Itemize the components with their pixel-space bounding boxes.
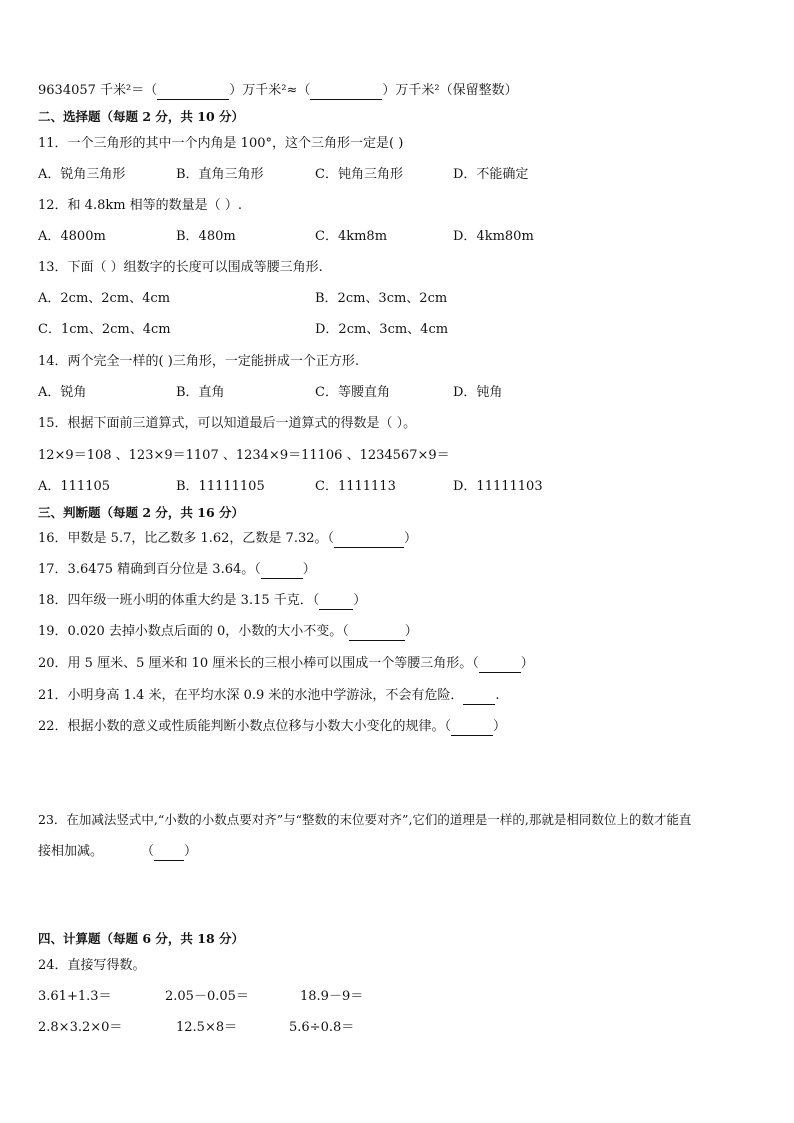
section-heading-choice: 二、选择题（每题 2 分，共 10 分）	[38, 109, 245, 124]
question-23-line2: 接相加减。 （ ）	[38, 844, 198, 859]
answer-blank[interactable]	[334, 533, 404, 548]
answer-blank[interactable]	[349, 626, 405, 641]
question-15-formula: 12×9＝108 、123×9＝1107 、1234×9＝11106 、1234567×9＝	[38, 448, 450, 463]
question-12-stem: 12．和 4.8km 相等的数量是（ ）.	[38, 198, 242, 213]
answer-blank[interactable]	[157, 85, 229, 100]
answer-blank[interactable]	[310, 85, 382, 100]
q12-option-a[interactable]: A．4800m	[38, 229, 106, 244]
q11-option-d[interactable]: D．不能确定	[453, 167, 529, 182]
calc-item: 5.6÷0.8＝	[289, 1020, 355, 1035]
q15-option-c[interactable]: C．1111113	[315, 479, 396, 494]
q13-option-a[interactable]: A．2cm、2cm、4cm	[38, 291, 171, 306]
section-heading-judgement: 三、判断题（每题 2 分，共 16 分）	[38, 505, 245, 520]
answer-blank[interactable]	[479, 658, 521, 673]
question-17: 17．3.6475 精确到百分位是 3.64。（ ）	[38, 562, 316, 577]
q14-option-b[interactable]: B．直角	[176, 385, 225, 400]
q12-option-d[interactable]: D．4km80m	[453, 229, 534, 244]
question-13-stem: 13．下面（ ）组数字的长度可以围成等腰三角形.	[38, 260, 323, 275]
question-20: 20．用 5 厘米、5 厘米和 10 厘米长的三根小棒可以围成一个等腰三角形。（ ）	[38, 656, 534, 671]
calc-item: 3.61+1.3＝	[38, 989, 112, 1004]
q11-option-b[interactable]: B．直角三角形	[176, 167, 264, 182]
calc-item: 2.05－0.05＝	[165, 989, 249, 1004]
question-19: 19．0.020 去掉小数点后面的 0，小数的大小不变。（ ）	[38, 624, 418, 639]
question-11-stem: 11．一个三角形的其中一个内角是 100°，这个三角形一定是( )	[38, 136, 404, 151]
q11-option-a[interactable]: A．锐角三角形	[38, 167, 126, 182]
q12-option-c[interactable]: C．4km8m	[315, 229, 388, 244]
question-18: 18．四年级一班小明的体重大约是 3.15 千克．（ ）	[38, 593, 367, 608]
q13-option-c[interactable]: C．1cm、2cm、4cm	[38, 322, 171, 337]
q15-option-b[interactable]: B．11111105	[176, 479, 265, 494]
answer-blank[interactable]	[319, 595, 353, 610]
answer-blank[interactable]	[154, 846, 184, 861]
q14-option-a[interactable]: A．锐角	[38, 385, 87, 400]
q13-option-d[interactable]: D．2cm、3cm、4cm	[315, 322, 449, 337]
question-23-line1: 23．在加减法竖式中,“小数的小数点要对齐”与“整数的末位要对齐”,它们的道理是一样的,那就是相同数位上的数才能直	[38, 812, 692, 827]
question-21: 21．小明身高 1.4 米，在平均水深 0.9 米的水池中学游泳，不会有危险． .	[38, 688, 500, 703]
q15-option-d[interactable]: D．11111103	[453, 479, 543, 494]
calc-item: 18.9－9＝	[300, 989, 364, 1004]
question-16: 16．甲数是 5.7，比乙数多 1.62，乙数是 7.32。（ ）	[38, 531, 418, 546]
calc-item: 2.8×3.2×0＝	[38, 1020, 123, 1035]
question-14-stem: 14．两个完全一样的( )三角形，一定能拼成一个正方形.	[38, 354, 359, 369]
q14-option-c[interactable]: C．等腰直角	[315, 385, 390, 400]
q12-option-b[interactable]: B．480m	[176, 229, 236, 244]
answer-blank[interactable]	[261, 564, 303, 579]
calc-item: 12.5×8＝	[176, 1020, 238, 1035]
answer-blank[interactable]	[463, 690, 495, 705]
q11-option-c[interactable]: C．钝角三角形	[315, 167, 403, 182]
question-15-stem: 15．根据下面前三道算式，可以知道最后一道算式的得数是（ ）。	[38, 416, 417, 431]
answer-blank[interactable]	[451, 721, 493, 736]
section-heading-calculation: 四、计算题（每题 6 分，共 18 分）	[38, 931, 245, 946]
fill-in-question: 9634057 千米²＝（ ）万千米²≈（ ）万千米²（保留整数）	[38, 83, 518, 98]
q15-option-a[interactable]: A．111105	[38, 479, 111, 494]
q13-option-b[interactable]: B．2cm、3cm、2cm	[315, 291, 448, 306]
question-22: 22．根据小数的意义或性质能判断小数点位移与小数大小变化的规律。（ ）	[38, 719, 507, 734]
q14-option-d[interactable]: D．钝角	[453, 385, 503, 400]
question-24-title: 24．直接写得数。	[38, 958, 146, 973]
